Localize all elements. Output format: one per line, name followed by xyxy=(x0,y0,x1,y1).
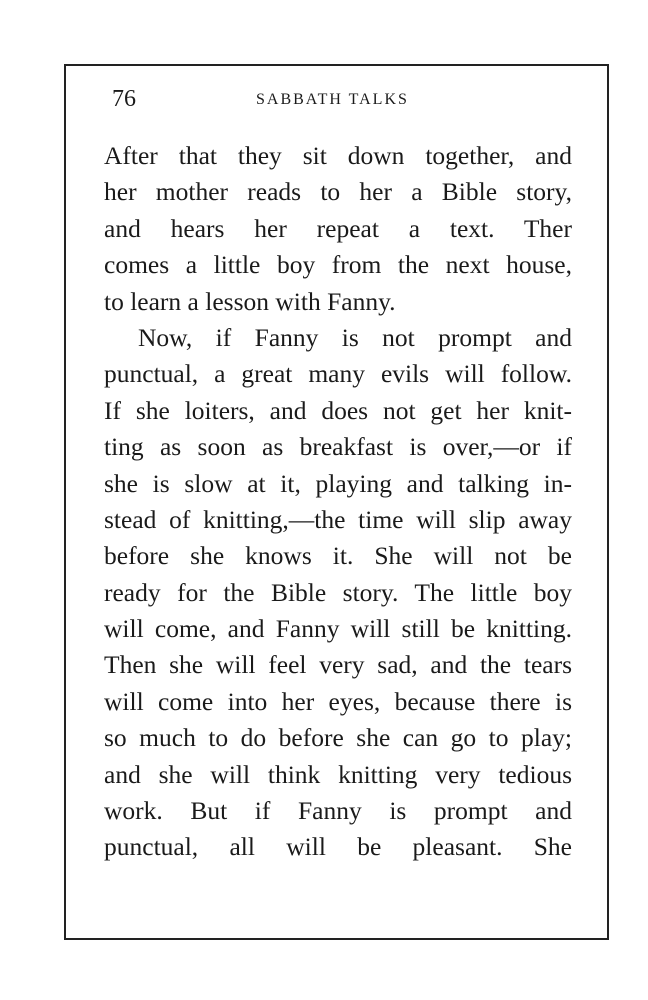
text-line: so much to do before she can go to play; xyxy=(104,723,572,753)
text-line: ready for the Bible story. The little boy xyxy=(104,577,572,607)
running-head: SABBATH TALKS xyxy=(256,91,409,108)
text-line: to learn a lesson with Fanny. xyxy=(104,286,396,316)
text-line: punctual, a great many evils will follow. xyxy=(104,359,572,389)
text-line: she is slow at it, playing and talking in- xyxy=(104,468,572,498)
text-line: ting as soon as breakfast is over,—or if xyxy=(104,432,572,462)
text-line: her mother reads to her a Bible story, xyxy=(104,177,572,207)
text-line: and she will think knitting very tedious xyxy=(104,759,572,789)
text-line: before she knows it. She will not be xyxy=(104,541,572,571)
text-line: and hears her repeat a text. Ther xyxy=(104,213,572,243)
page-header xyxy=(112,84,572,120)
text-line: stead of knitting,—the time will slip away xyxy=(104,504,572,534)
text-line: Now, if Fanny is not prompt and xyxy=(138,322,572,352)
text-line: comes a little boy from the next house, xyxy=(104,250,572,280)
text-line: will come, and Fanny will still be knitting. xyxy=(104,614,572,644)
text-line: will come into her eyes, because there is xyxy=(104,686,572,716)
text-line: work. But if Fanny is prompt and xyxy=(104,796,572,826)
body-text xyxy=(104,138,572,866)
page-number: 76 xyxy=(112,86,136,112)
text-line: After that they sit down together, and xyxy=(104,141,572,170)
text-line: If she loiters, and does not get her knit- xyxy=(104,395,572,425)
text-line: Then she will feel very sad, and the tears xyxy=(104,650,572,680)
text-line: punctual, all will be pleasant. She xyxy=(104,832,572,862)
